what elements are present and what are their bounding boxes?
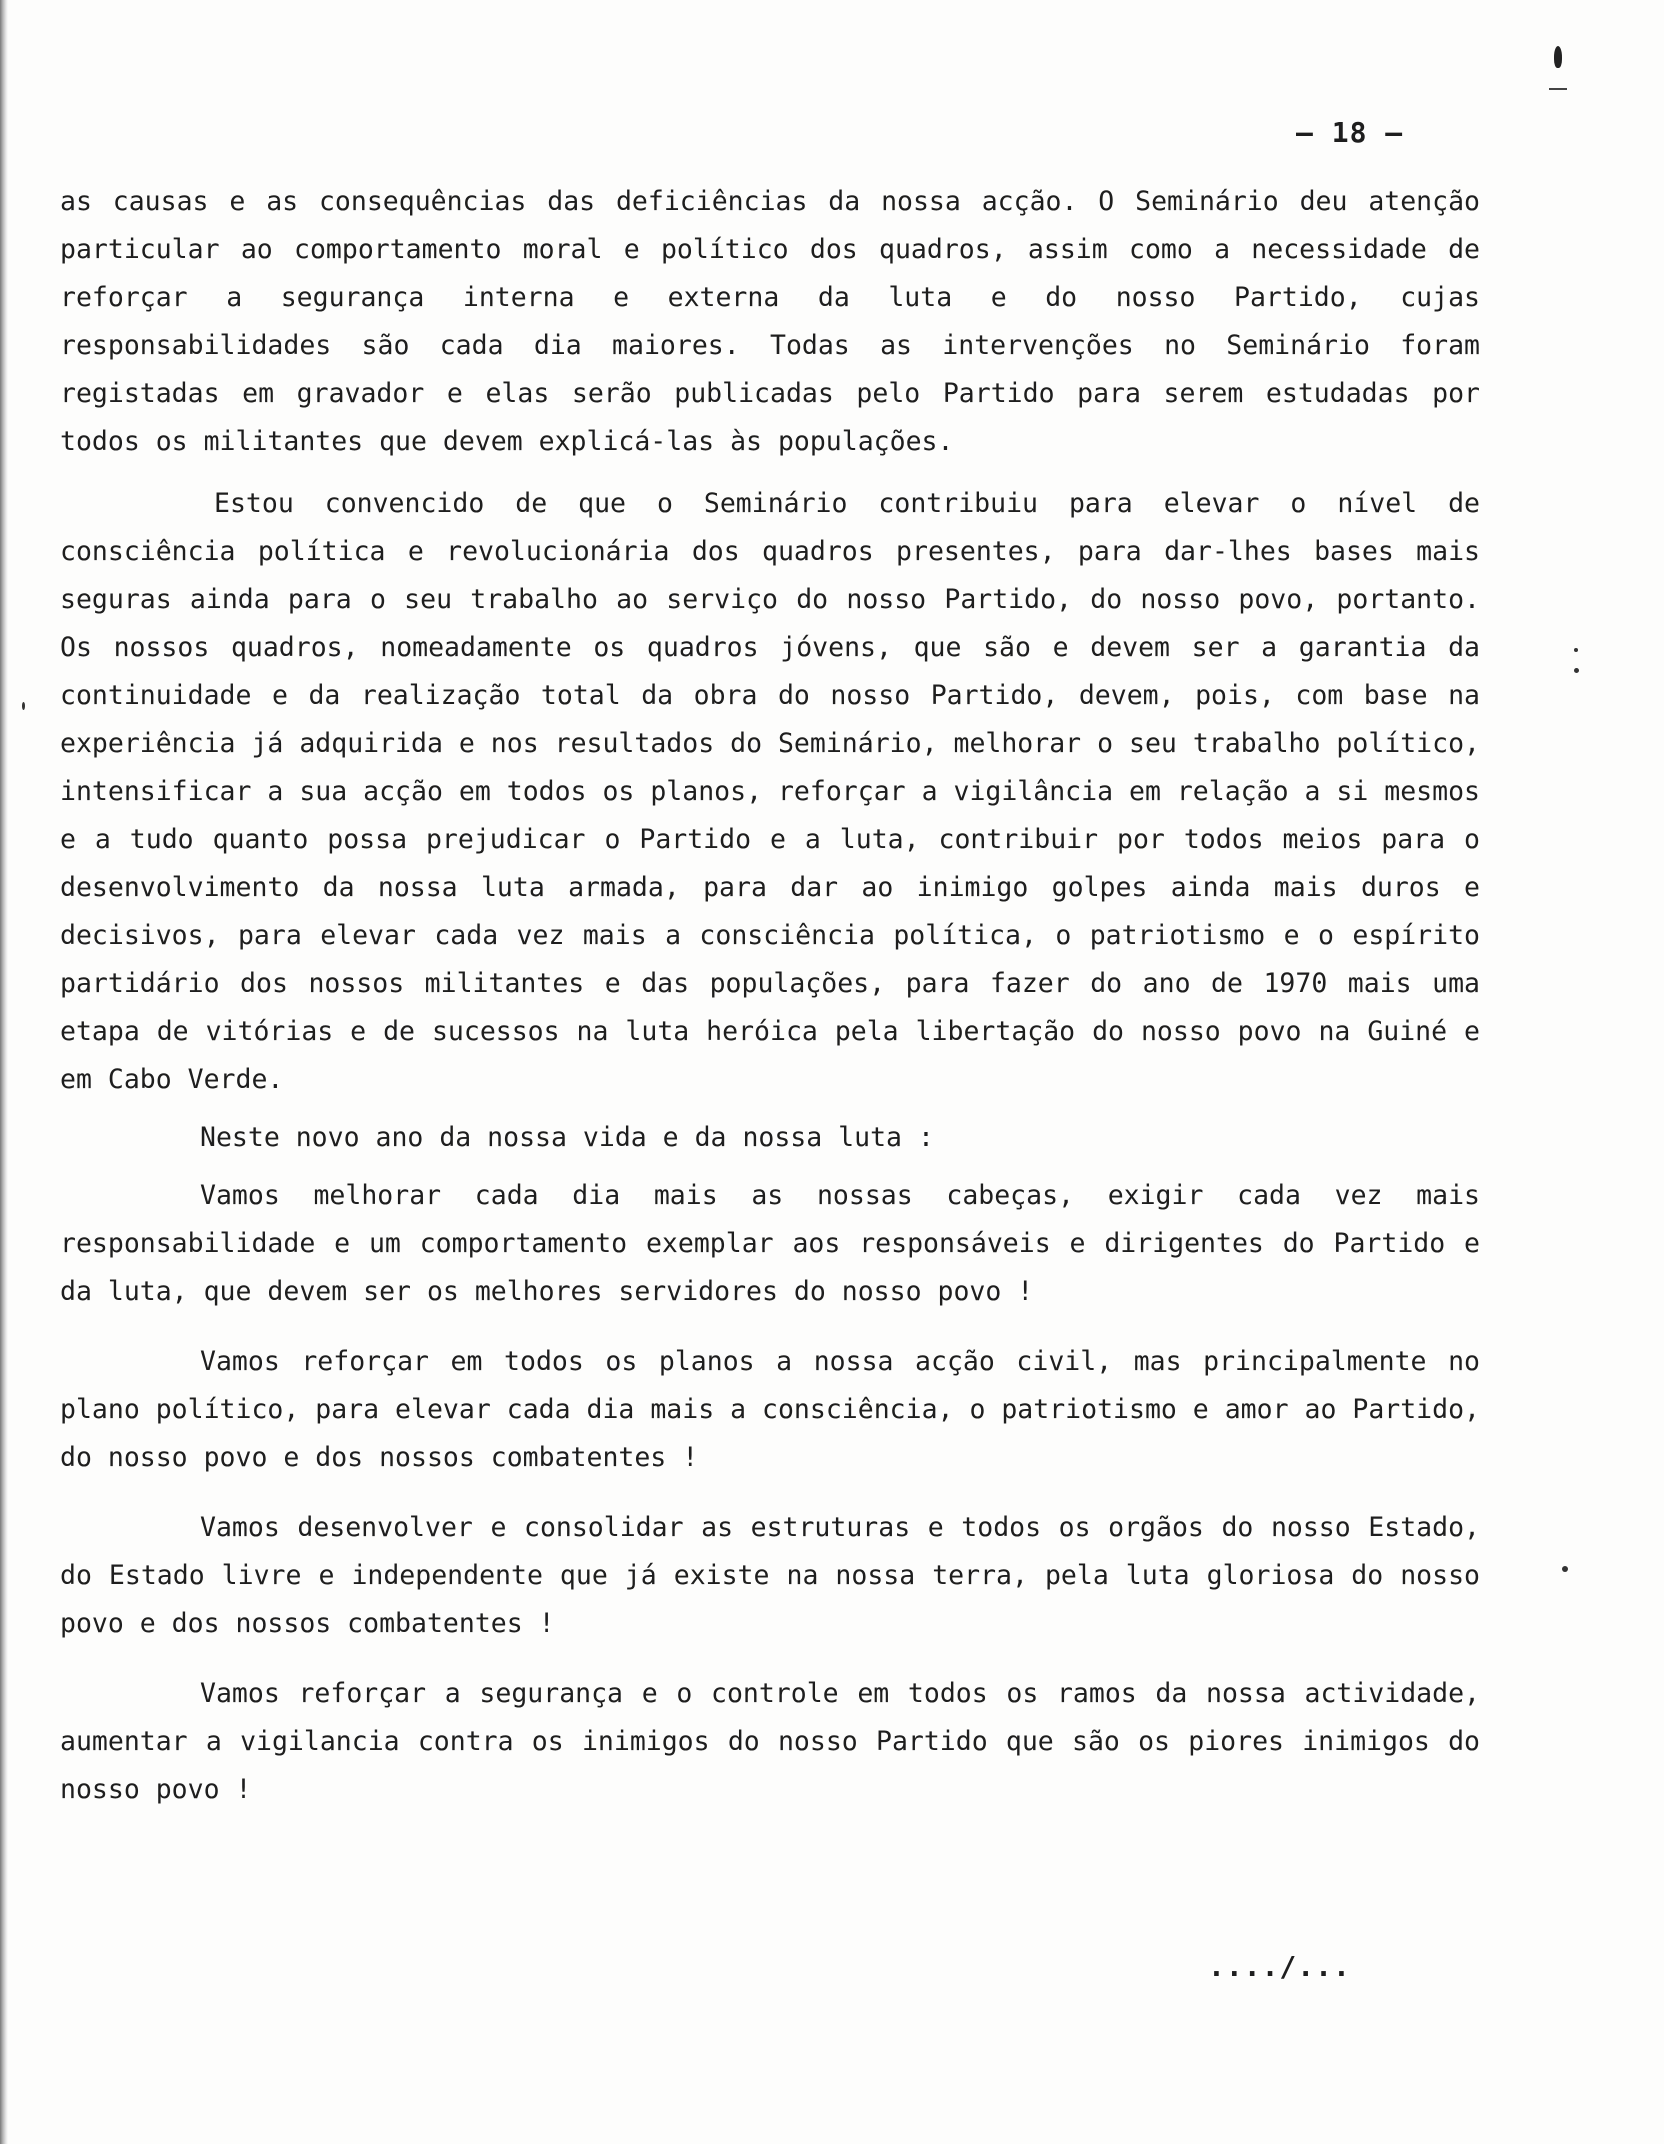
continuation-mark: ..../... [1208,1950,1351,1983]
body-text [60,178,1480,1814]
paragraph: as causas e as consequências das deficiências da nossa acção. O Seminário deu atenção particular ao comportamento moral e político dos quadros, assim como a necessidade de reforçar a segurança interna e externa da luta e do nosso Partido, cujas responsabilidades são cada dia maiores. Todas as intervenções no Seminário foram registadas em gravador e elas serão publicadas pelo Partido para serem estudadas por todos os militantes que devem explicá-las às populações. [60,186,1480,457]
paragraph: Vamos reforçar a segurança e o controle em todos os ramos da nossa actividade, aumentar a vigilancia contra os inimigos do nosso Partido que são os piores inimigos do nosso povo ! [60,1678,1480,1805]
scan-left-edge [0,0,8,2144]
scan-speck [1574,648,1578,652]
scan-speck [22,702,25,710]
paragraph: Vamos melhorar cada dia mais as nossas cabeças, exigir cada vez mais responsabilidade e um comportamento exemplar aos responsáveis e dirigentes do Partido e da luta, que devem ser os melhores servidores do nosso povo ! [60,1180,1480,1307]
paragraph: Estou convencido de que o Seminário contribuiu para elevar o nível de consciência política e revolucionária dos quadros presentes, para dar-lhes bases mais seguras ainda para o seu trabalho ao serviço do nosso Partido, do nosso povo, portanto. Os nossos quadros, nomeadamente os quadros jóvens, que são e devem ser a garantia da continuidade e da realização total da obra do nosso Partido, devem, pois, com base na experiência já adquirida e nos resultados do Seminário, melhorar o seu trabalho político, intensificar a sua acção em todos os planos, reforçar a vigilância em relação a si mesmos e a tudo quanto possa prejudicar o Partido e a luta, contribuir por todos meios para o desenvolvimento da nossa luta armada, para dar ao inimigo golpes ainda mais duros e decisivos, para elevar cada vez mais a consciência política, o patriotismo e o espírito partidário dos nossos militantes e das populações, para fazer do ano de 1970 mais uma etapa de vitórias e de sucessos na luta heróica pela libertação do nosso povo na Guiné e em Cabo Verde. [60,488,1480,1095]
page-number: – 18 – [1296,116,1404,149]
paragraph: Vamos desenvolver e consolidar as estruturas e todos os orgãos do nosso Estado, do Estado livre e independente que já existe na nossa terra, pela luta gloriosa do nosso povo e dos nossos combatentes ! [60,1512,1480,1639]
ink-dash [1549,88,1567,90]
paragraph: Neste novo ano da nossa vida e da nossa luta : [200,1122,934,1153]
scan-speck [1562,1566,1568,1572]
paragraph: Vamos reforçar em todos os planos a nossa acção civil, mas principalmente no plano político, para elevar cada dia mais a consciência, o patriotismo e amor ao Partido, do nosso povo e dos nossos combatentes ! [60,1346,1480,1473]
scan-mark-icon [1553,46,1563,76]
ink-blot [1554,46,1562,68]
scan-speck [1574,668,1579,673]
